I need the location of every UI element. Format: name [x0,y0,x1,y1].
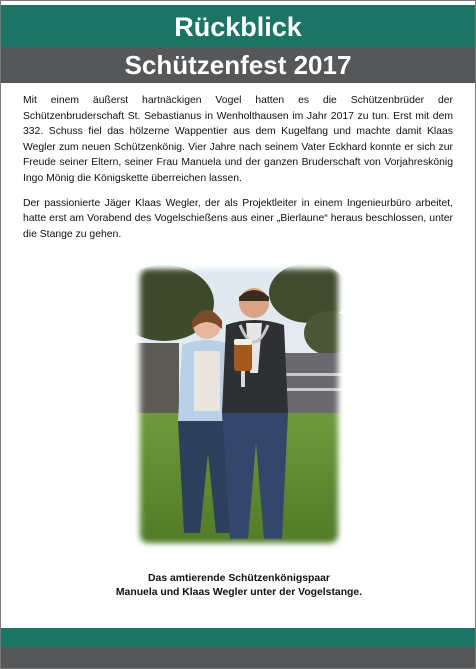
article-paragraph: Der passionierte Jäger Klaas Wegler, der als Projektleiter in einem Ingenieurbüro arbeitet, hatte erst am Vorabend des Vogelschießens aus einer „Bierlaune“ heraus beschlossen, unter die Stange zu gehen. [23,197,453,240]
footer-band-gray [1,647,475,668]
footer-band-green [1,628,475,647]
page-title: Rückblick [1,5,475,47]
royal-couple-photo [134,263,344,549]
caption-line: Manuela und Klaas Wegler unter der Vogelstange. [115,587,363,598]
article-paragraph: Mit einem äußerst hartnäckigen Vogel hatten es die Schützenbrüder der Schützenbruderschaft St. Sebastianus in Wenholthausen im Jahr 2017 zu tun. Erst mit dem 332. Schuss fiel das hölzerne Wappentier aus dem Kugelfang und machte damit Klaas Wegler zum neuen Schützenkönig. Vier Jahre nach seinem Vater Eckhard konnte er sich zur Freude seiner Eltern, seiner Frau Manuela und der ganzen Bruderschaft von Vorjahreskönig Ingo Mönig die Königskette überreichen lassen. [23,95,453,184]
article-body [23,93,453,251]
page-subtitle: Schützenfest 2017 [1,47,475,83]
photo-caption [61,572,417,600]
caption-line: Das amtierende Schützenkönigspaar [148,573,330,584]
